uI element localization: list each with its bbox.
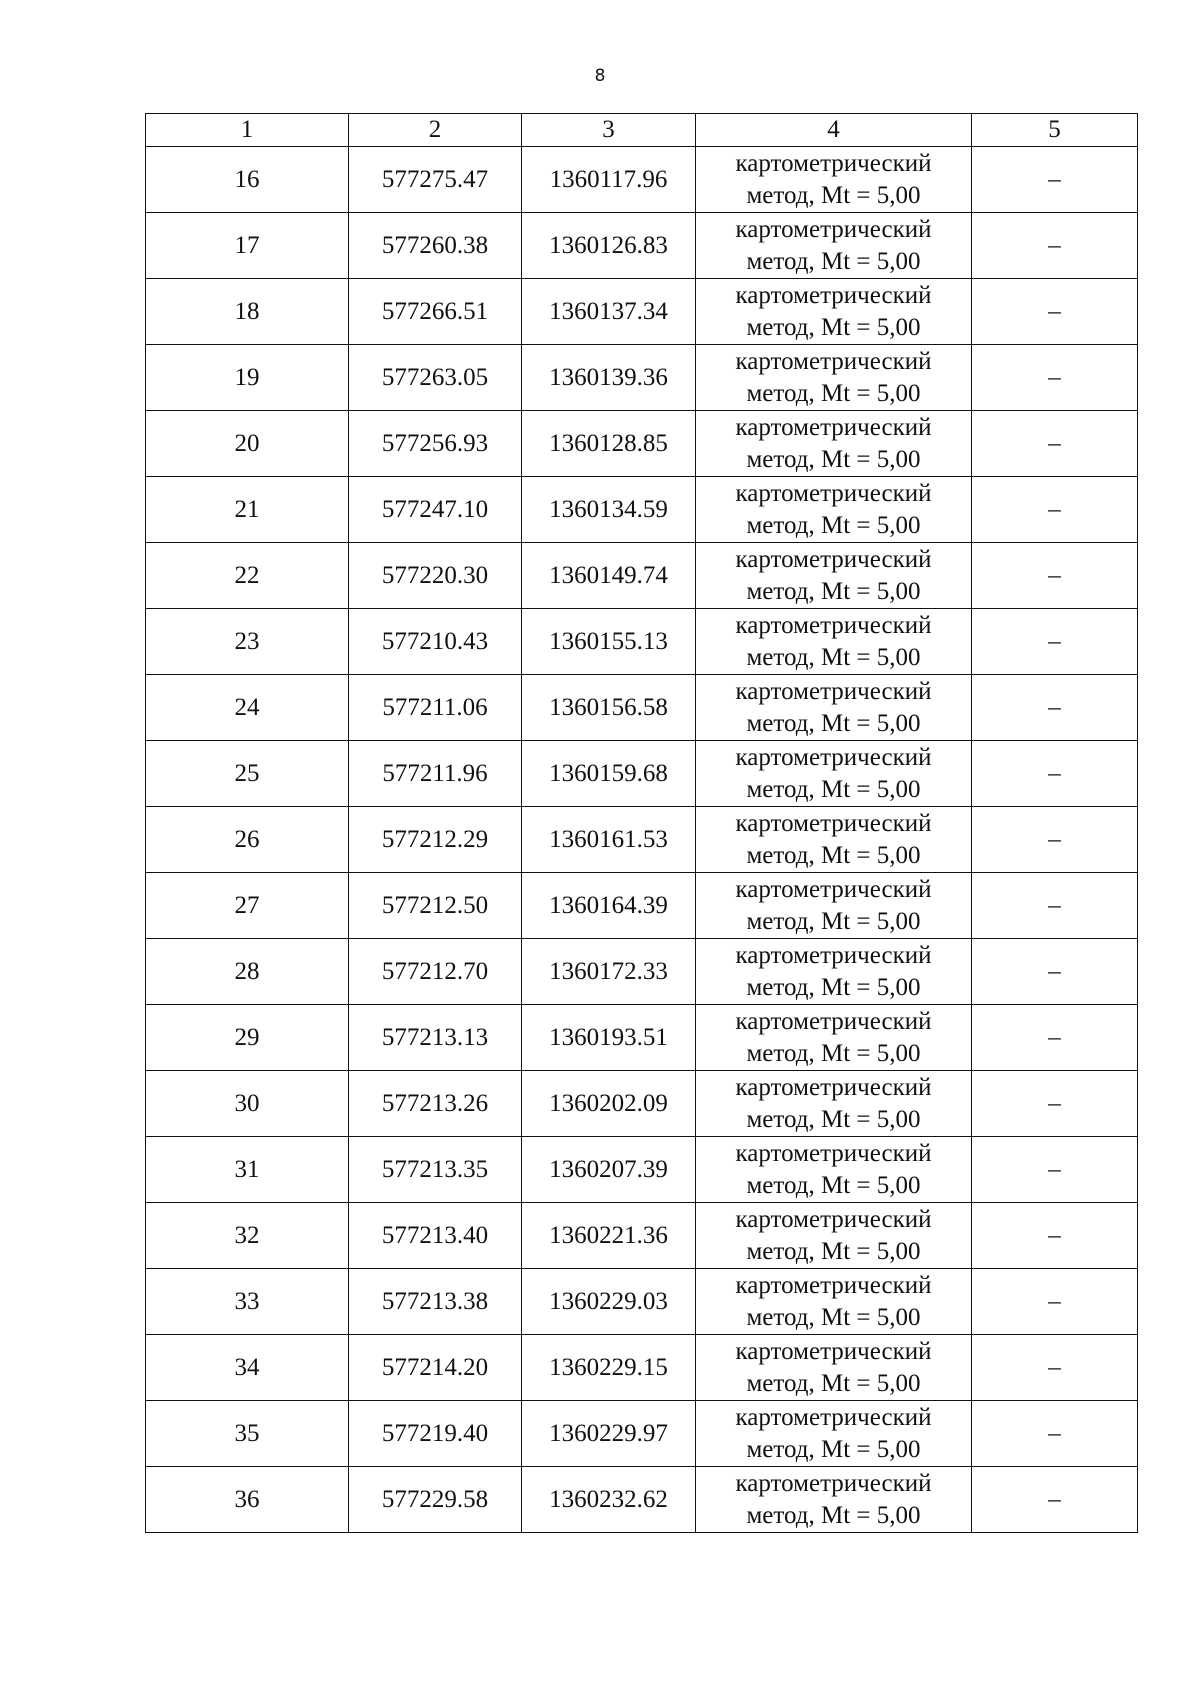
- method-cell: [696, 543, 972, 609]
- table-row: [146, 213, 1138, 279]
- x-coordinate-cell: 577212.70: [349, 939, 522, 1005]
- note-cell: –: [972, 1269, 1138, 1335]
- page-number: 8: [594, 66, 606, 86]
- point-number-cell: 30: [146, 1071, 349, 1137]
- y-coordinate-cell: 1360229.15: [522, 1335, 696, 1401]
- table-row: [146, 147, 1138, 213]
- table-row: [146, 807, 1138, 873]
- table-row: [146, 1203, 1138, 1269]
- method-line-1: картометрический: [735, 413, 932, 441]
- method-cell: [696, 1137, 972, 1203]
- table-row: [146, 939, 1138, 1005]
- point-number-cell: 36: [146, 1467, 349, 1533]
- y-coordinate-cell: 1360232.62: [522, 1467, 696, 1533]
- x-coordinate-cell: 577213.26: [349, 1071, 522, 1137]
- x-coordinate-cell: 577213.35: [349, 1137, 522, 1203]
- method-cell: [696, 411, 972, 477]
- x-coordinate-cell: 577211.96: [349, 741, 522, 807]
- table-row: [146, 609, 1138, 675]
- method-line-1: картометрический: [735, 1337, 932, 1365]
- method-line-2: метод, Mt = 5,00: [746, 511, 921, 539]
- coordinates-table: [145, 113, 1138, 1533]
- note-cell: –: [972, 609, 1138, 675]
- method-cell: [696, 939, 972, 1005]
- method-line-1: картометрический: [735, 1469, 932, 1497]
- table-row: [146, 1005, 1138, 1071]
- point-number-cell: 23: [146, 609, 349, 675]
- point-number-cell: 29: [146, 1005, 349, 1071]
- note-cell: –: [972, 1401, 1138, 1467]
- method-cell: [696, 609, 972, 675]
- y-coordinate-cell: 1360139.36: [522, 345, 696, 411]
- table-row: [146, 1467, 1138, 1533]
- x-coordinate-cell: 577212.50: [349, 873, 522, 939]
- method-line-2: метод, Mt = 5,00: [746, 1039, 921, 1067]
- point-number-cell: 25: [146, 741, 349, 807]
- method-line-1: картометрический: [735, 281, 932, 309]
- x-coordinate-cell: 577260.38: [349, 213, 522, 279]
- y-coordinate-cell: 1360202.09: [522, 1071, 696, 1137]
- method-line-1: картометрический: [735, 1271, 932, 1299]
- point-number-cell: 21: [146, 477, 349, 543]
- x-coordinate-cell: 577210.43: [349, 609, 522, 675]
- method-line-1: картометрический: [735, 347, 932, 375]
- table-row: [146, 411, 1138, 477]
- method-line-2: метод, Mt = 5,00: [746, 445, 921, 473]
- point-number-cell: 20: [146, 411, 349, 477]
- method-line-2: метод, Mt = 5,00: [746, 841, 921, 869]
- note-cell: –: [972, 1137, 1138, 1203]
- x-coordinate-cell: 577220.30: [349, 543, 522, 609]
- method-cell: [696, 1071, 972, 1137]
- note-cell: –: [972, 213, 1138, 279]
- method-line-1: картометрический: [735, 545, 932, 573]
- method-line-2: метод, Mt = 5,00: [746, 1501, 921, 1529]
- method-line-2: метод, Mt = 5,00: [746, 643, 921, 671]
- y-coordinate-cell: 1360155.13: [522, 609, 696, 675]
- x-coordinate-cell: 577213.13: [349, 1005, 522, 1071]
- method-line-2: метод, Mt = 5,00: [746, 181, 921, 209]
- method-cell: [696, 1335, 972, 1401]
- x-coordinate-cell: 577275.47: [349, 147, 522, 213]
- method-cell: [696, 1401, 972, 1467]
- method-line-2: метод, Mt = 5,00: [746, 379, 921, 407]
- point-number-cell: 32: [146, 1203, 349, 1269]
- method-line-2: метод, Mt = 5,00: [746, 1369, 921, 1397]
- y-coordinate-cell: 1360137.34: [522, 279, 696, 345]
- method-line-2: метод, Mt = 5,00: [746, 1105, 921, 1133]
- x-coordinate-cell: 577213.38: [349, 1269, 522, 1335]
- point-number-cell: 27: [146, 873, 349, 939]
- method-line-1: картометрический: [735, 479, 932, 507]
- method-cell: [696, 807, 972, 873]
- y-coordinate-cell: 1360128.85: [522, 411, 696, 477]
- y-coordinate-cell: 1360117.96: [522, 147, 696, 213]
- table-row: [146, 1269, 1138, 1335]
- y-coordinate-cell: 1360229.97: [522, 1401, 696, 1467]
- note-cell: –: [972, 1005, 1138, 1071]
- note-cell: –: [972, 411, 1138, 477]
- method-line-1: картометрический: [735, 1007, 932, 1035]
- method-line-2: метод, Mt = 5,00: [746, 775, 921, 803]
- method-line-1: картометрический: [735, 611, 932, 639]
- method-line-2: метод, Mt = 5,00: [746, 1237, 921, 1265]
- method-line-1: картометрический: [735, 809, 932, 837]
- method-line-1: картометрический: [735, 215, 932, 243]
- method-line-2: метод, Mt = 5,00: [746, 1171, 921, 1199]
- x-coordinate-cell: 577229.58: [349, 1467, 522, 1533]
- point-number-cell: 34: [146, 1335, 349, 1401]
- table-header-row: [146, 114, 1138, 147]
- y-coordinate-cell: 1360126.83: [522, 213, 696, 279]
- table-row: [146, 1137, 1138, 1203]
- point-number-cell: 22: [146, 543, 349, 609]
- note-cell: –: [972, 1467, 1138, 1533]
- method-cell: [696, 741, 972, 807]
- method-line-2: метод, Mt = 5,00: [746, 907, 921, 935]
- method-line-2: метод, Mt = 5,00: [746, 247, 921, 275]
- y-coordinate-cell: 1360221.36: [522, 1203, 696, 1269]
- note-cell: –: [972, 741, 1138, 807]
- y-coordinate-cell: 1360149.74: [522, 543, 696, 609]
- method-cell: [696, 1005, 972, 1071]
- x-coordinate-cell: 577263.05: [349, 345, 522, 411]
- method-line-1: картометрический: [735, 1139, 932, 1167]
- method-line-1: картометрический: [735, 875, 932, 903]
- method-line-2: метод, Mt = 5,00: [746, 709, 921, 737]
- method-cell: [696, 1203, 972, 1269]
- column-header-1: 1: [146, 114, 349, 147]
- point-number-cell: 28: [146, 939, 349, 1005]
- y-coordinate-cell: 1360134.59: [522, 477, 696, 543]
- method-cell: [696, 675, 972, 741]
- point-number-cell: 16: [146, 147, 349, 213]
- note-cell: –: [972, 279, 1138, 345]
- x-coordinate-cell: 577212.29: [349, 807, 522, 873]
- note-cell: –: [972, 1335, 1138, 1401]
- note-cell: –: [972, 873, 1138, 939]
- method-line-2: метод, Mt = 5,00: [746, 577, 921, 605]
- x-coordinate-cell: 577256.93: [349, 411, 522, 477]
- x-coordinate-cell: 577219.40: [349, 1401, 522, 1467]
- point-number-cell: 17: [146, 213, 349, 279]
- note-cell: –: [972, 147, 1138, 213]
- method-line-2: метод, Mt = 5,00: [746, 1435, 921, 1463]
- note-cell: –: [972, 939, 1138, 1005]
- column-header-4: 4: [696, 114, 972, 147]
- method-line-2: метод, Mt = 5,00: [746, 1303, 921, 1331]
- table-row: [146, 477, 1138, 543]
- point-number-cell: 31: [146, 1137, 349, 1203]
- column-header-2: 2: [349, 114, 522, 147]
- point-number-cell: 24: [146, 675, 349, 741]
- method-cell: [696, 477, 972, 543]
- table-row: [146, 279, 1138, 345]
- y-coordinate-cell: 1360207.39: [522, 1137, 696, 1203]
- note-cell: –: [972, 345, 1138, 411]
- point-number-cell: 26: [146, 807, 349, 873]
- y-coordinate-cell: 1360229.03: [522, 1269, 696, 1335]
- table-row: [146, 675, 1138, 741]
- x-coordinate-cell: 577266.51: [349, 279, 522, 345]
- table-row: [146, 741, 1138, 807]
- note-cell: –: [972, 543, 1138, 609]
- table-row: [146, 1071, 1138, 1137]
- y-coordinate-cell: 1360156.58: [522, 675, 696, 741]
- y-coordinate-cell: 1360164.39: [522, 873, 696, 939]
- x-coordinate-cell: 577213.40: [349, 1203, 522, 1269]
- method-line-1: картометрический: [735, 1073, 932, 1101]
- point-number-cell: 18: [146, 279, 349, 345]
- note-cell: –: [972, 1203, 1138, 1269]
- point-number-cell: 33: [146, 1269, 349, 1335]
- method-cell: [696, 1269, 972, 1335]
- method-cell: [696, 345, 972, 411]
- y-coordinate-cell: 1360159.68: [522, 741, 696, 807]
- method-line-2: метод, Mt = 5,00: [746, 973, 921, 1001]
- method-line-2: метод, Mt = 5,00: [746, 313, 921, 341]
- x-coordinate-cell: 577247.10: [349, 477, 522, 543]
- method-line-1: картометрический: [735, 941, 932, 969]
- x-coordinate-cell: 577214.20: [349, 1335, 522, 1401]
- note-cell: –: [972, 675, 1138, 741]
- column-header-5: 5: [972, 114, 1138, 147]
- note-cell: –: [972, 1071, 1138, 1137]
- note-cell: –: [972, 477, 1138, 543]
- y-coordinate-cell: 1360161.53: [522, 807, 696, 873]
- method-cell: [696, 147, 972, 213]
- table-row: [146, 543, 1138, 609]
- table-row: [146, 1335, 1138, 1401]
- table-body: [146, 147, 1138, 1533]
- method-cell: [696, 213, 972, 279]
- y-coordinate-cell: 1360172.33: [522, 939, 696, 1005]
- point-number-cell: 19: [146, 345, 349, 411]
- method-cell: [696, 279, 972, 345]
- x-coordinate-cell: 577211.06: [349, 675, 522, 741]
- method-cell: [696, 873, 972, 939]
- method-cell: [696, 1467, 972, 1533]
- method-line-1: картометрический: [735, 1205, 932, 1233]
- method-line-1: картометрический: [735, 677, 932, 705]
- table-row: [146, 345, 1138, 411]
- table-row: [146, 873, 1138, 939]
- method-line-1: картометрический: [735, 149, 932, 177]
- note-cell: –: [972, 807, 1138, 873]
- point-number-cell: 35: [146, 1401, 349, 1467]
- table-row: [146, 1401, 1138, 1467]
- y-coordinate-cell: 1360193.51: [522, 1005, 696, 1071]
- column-header-3: 3: [522, 114, 696, 147]
- method-line-1: картометрический: [735, 1403, 932, 1431]
- method-line-1: картометрический: [735, 743, 932, 771]
